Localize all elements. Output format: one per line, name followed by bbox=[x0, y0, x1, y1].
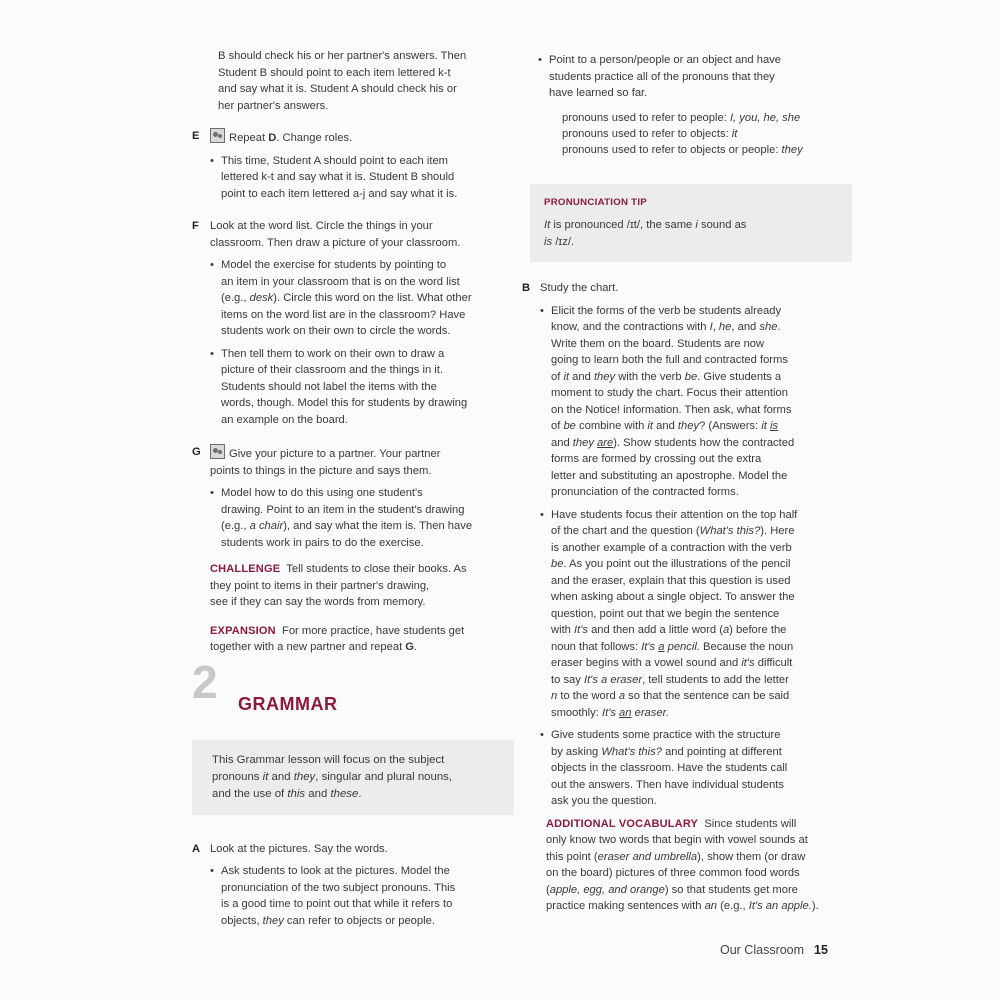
page-footer bbox=[720, 943, 828, 957]
continued-instructions: B should check his or her partner's answers. Then Student B should point to each item lettered k-t and say what it is. Student A should check his or her partner's answers. bbox=[218, 50, 467, 112]
list-item: • Have students focus their attention on the top half of the chart and the question (What's this?). Here is another example of a contraction with the verb be. As you point out the illustrations of the pencil and the eraser, explain that this question is used when asking about a single object. To answer the question, point out that we begin the sentence with It's and then add a little word (a) before the noun that follows: It's a pencil. Because the noun eraser begins with a vowel sound and it's difficult to say It's a eraser, tell students to add the letter n to the word a so that the sentence can be said smoothly: It's an eraser. bbox=[540, 507, 844, 722]
list-item: • This time, Student A should point to each item lettered k-t and say what it is. Student B should point to each item lettered a-j and say what it is. bbox=[210, 153, 514, 203]
expansion-note: EXPANSION For more practice, have students get together with a new partner and repeat G. bbox=[210, 624, 465, 653]
pronunciation-tip-box: PRONUNCIATION TIP It is pronounced /ɪt/, the same i sound as is /ɪz/. bbox=[530, 184, 852, 263]
exercise-e: E Repeat D. Change roles. • This time, Student A should point to each item lettered k-t and say what it is. Student B should point to each item lettered a-j and say what it is. bbox=[192, 128, 514, 202]
pair-work-icon bbox=[210, 444, 225, 459]
list-item: • Model how to do this using one student's drawing. Point to an item in the student's drawing (e.g., a chair), and say what the item is. Then have students work in pairs to do the exercise. bbox=[210, 485, 514, 551]
section-title: GRAMMAR bbox=[238, 693, 338, 714]
unit-title: Our Classroom bbox=[720, 943, 805, 957]
challenge-label: CHALLENGE bbox=[210, 563, 281, 575]
list-item: • Model the exercise for students by pointing to an item in your classroom that is on the word list (e.g., desk). Circle this word on the list. What other items on the word list are in the classroom? Have students work on their own to circle the words. bbox=[210, 257, 514, 340]
challenge-note: CHALLENGE Tell students to close their books. As they point to items in their partner's drawing, see if they can say the words from memory. bbox=[210, 563, 467, 608]
exercise-g: G Give your picture to a partner. Your partner points to things in the picture and says them. • Model how to do this using one student's drawing. Point to an item in the student's drawing (e.g., a chair), and say what the item is. Then have students work in pairs to do the exercise. bbox=[192, 444, 514, 551]
list-item: • Give students some practice with the structure by asking What's this? and pointing at different objects in the classroom. Have the students call out the answers. Then have individual students ask you the question. bbox=[540, 727, 844, 810]
exercise-letter: E bbox=[192, 130, 200, 142]
pronoun-list: pronouns used to refer to people: I, you, he, she pronouns used to refer to objects: it pronouns used to refer to objects or people: they bbox=[562, 111, 803, 156]
list-item: • Elicit the forms of the verb be students already know, and the contractions with I, he, and she. Write them on the board. Students are now going to learn both the full and contracted forms of it and they with the verb be. Give students a moment to study the chart. Focus their attention on the Notice! information. Then ask, what forms of be combine with it and they? (Answers: it is and they are). Show students how the contracted forms are formed by crossing out the extra letter and substituting an apostrophe. Model the pronunciation of the contracted forms. bbox=[540, 303, 844, 501]
expansion-label: EXPANSION bbox=[210, 624, 276, 637]
exercise-letter: G bbox=[192, 446, 201, 458]
exercise-letter: B bbox=[522, 282, 531, 294]
vocab-label: ADDITIONAL VOCABULARY bbox=[546, 817, 699, 830]
lesson-intro-box: This Grammar lesson will focus on the subject pronouns it and they, singular and plural nouns, and the use of this and these. bbox=[192, 740, 514, 815]
list-item: • Point to a person/people or an object and have students practice all of the pronouns that they have learned so far. bbox=[538, 52, 844, 102]
section-number: 2 bbox=[192, 655, 218, 708]
list-item: • Ask students to look at the pictures. Model the pronunciation of the two subject pronouns. This is a good time to point out that while it refers to objects, they can refer to objects or people. bbox=[210, 863, 514, 929]
exercise-letter: F bbox=[192, 220, 199, 232]
page-number: 15 bbox=[814, 943, 828, 957]
left-column bbox=[192, 48, 514, 929]
right-column bbox=[522, 48, 844, 915]
list-item: • Then tell them to work on their own to draw a picture of their classroom and the things in it. Students should not label the items with the words, though. Model this for students by drawing an example on the board. bbox=[210, 346, 514, 429]
additional-vocabulary-note: ADDITIONAL VOCABULARY Since students will only know two words that begin with vowel sounds at this point (eraser and umbrella), show them (or draw on the board) pictures of three common food words (apple, egg, and orange) so that students get more practice making sentences with an (e.g., It's an apple.). bbox=[546, 817, 819, 912]
exercise-b: B Study the chart. • Elicit the forms of the verb be students already know, and the contractions with I, he, and she. Write them on the board. Students are now going to learn both the full and contracted forms of it and they with the verb be. Give students a moment to study the chart. Focus their attention on the Notice! information. Then ask, what forms of be combine with it and they? (Answers: it is and they are). Show students how the contracted forms are formed by crossing out the extra letter and substituting an apostrophe. Model the pronunciation of the contracted forms. • Have students focus their attention on the top half of the chart and the question (What's this?). Here is another example of a contraction with the verb be. As you point out the illustrations of the pencil and the eraser, explain that this question is used when asking about a single object. To answer the question, point out that we begin the sentence with It's and then add a little word (a) before the noun that follows: It's a pencil. Because the noun eraser begins with a vowel sound and it's difficult to say It's a eraser, tell students to add the letter n to the word a so that the sentence can be said smoothly: It's an eraser. • Give students some practice with the structure by asking What's this? and pointing at different objects in the classroom. Have the students call out the answers. Then have individual students ask you the question. bbox=[522, 280, 844, 810]
pair-work-icon bbox=[210, 128, 225, 143]
exercise-a: A Look at the pictures. Say the words. • Ask students to look at the pictures. Model the pronunciation of the two subject pronouns. This is a good time to point out that while it refers to objects, they can refer to objects or people. bbox=[192, 841, 514, 930]
tip-label: PRONUNCIATION TIP bbox=[544, 196, 647, 208]
section-heading bbox=[192, 655, 514, 726]
exercise-f: F Look at the word list. Circle the things in your classroom. Then draw a picture of your classroom. • Model the exercise for students by pointing to an item in your classroom that is on the word list (e.g., desk). Circle this word on the list. What other items on the word list are in the classroom? Have students work on their own to circle the words. • Then tell them to work on their own to draw a picture of their classroom and the things in it. Students should not label the items with the words, though. Model this for students by drawing an example on the board. bbox=[192, 218, 514, 428]
exercise-letter: A bbox=[192, 842, 201, 855]
